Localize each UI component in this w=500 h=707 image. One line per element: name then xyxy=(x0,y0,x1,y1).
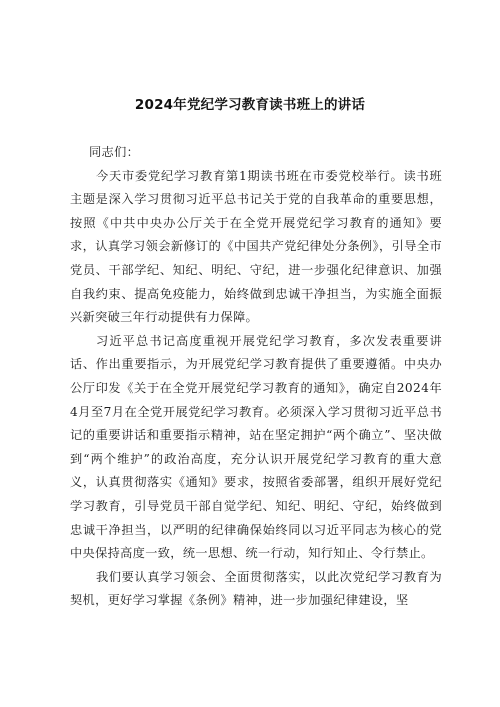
salutation: 同志们： xyxy=(89,145,140,159)
paragraph-3: 我们要认真学习领会、全面贯彻落实，以此次党纪学习教育为契机，更好学习掌握《条例》精神，进一步加强纪律建设，坚 xyxy=(70,569,442,608)
document-title: 2024年党纪学习教育读书班上的讲话 xyxy=(134,97,366,113)
paragraph-1: 今天市委党纪学习教育第1期读书班在市委党校举行。读书班主题是深入学习贯彻习近平总书记关于党的自我革命的重要思想，按照《中共中央办公厅关于在全党开展党纪学习教育的通知》要求，认真学习领会新修订的《中国共产党纪律处分条例》，引导全市党员、干部学纪、知纪、明纪、守纪，进一步强化纪律意识、加强自我约束、提高免疫能力，始终做到忠诚干净担当，为实施全面振兴新突破三年行动提供有力保障。 xyxy=(70,168,442,325)
paragraph-2: 习近平总书记高度重视开展党纪学习教育，多次发表重要讲话、作出重要指示，为开展党纪学习教育提供了重要遵循。中央办公厅印发《关于在全党开展党纪学习教育的通知》，确定自2024年4月至7月在全党开展党纪学习教育。必须深入学习贯彻习近平总书记的重要讲话和重要指示精神，站在坚定拥护“两个确立”、坚决做到“两个维护”的政治高度，充分认识开展党纪学习教育的重大意义，认真贯彻落实《通知》要求，按照省委部署，组织开展好党纪学习教育，引导党员干部自觉学纪、知纪、明纪、守纪，始终做到忠诚干净担当，以严明的纪律确保始终同以习近平同志为核心的党中央保持高度一致，统一思想、统一行动，知行知止、令行禁止。 xyxy=(70,333,442,561)
document-body xyxy=(70,141,442,613)
